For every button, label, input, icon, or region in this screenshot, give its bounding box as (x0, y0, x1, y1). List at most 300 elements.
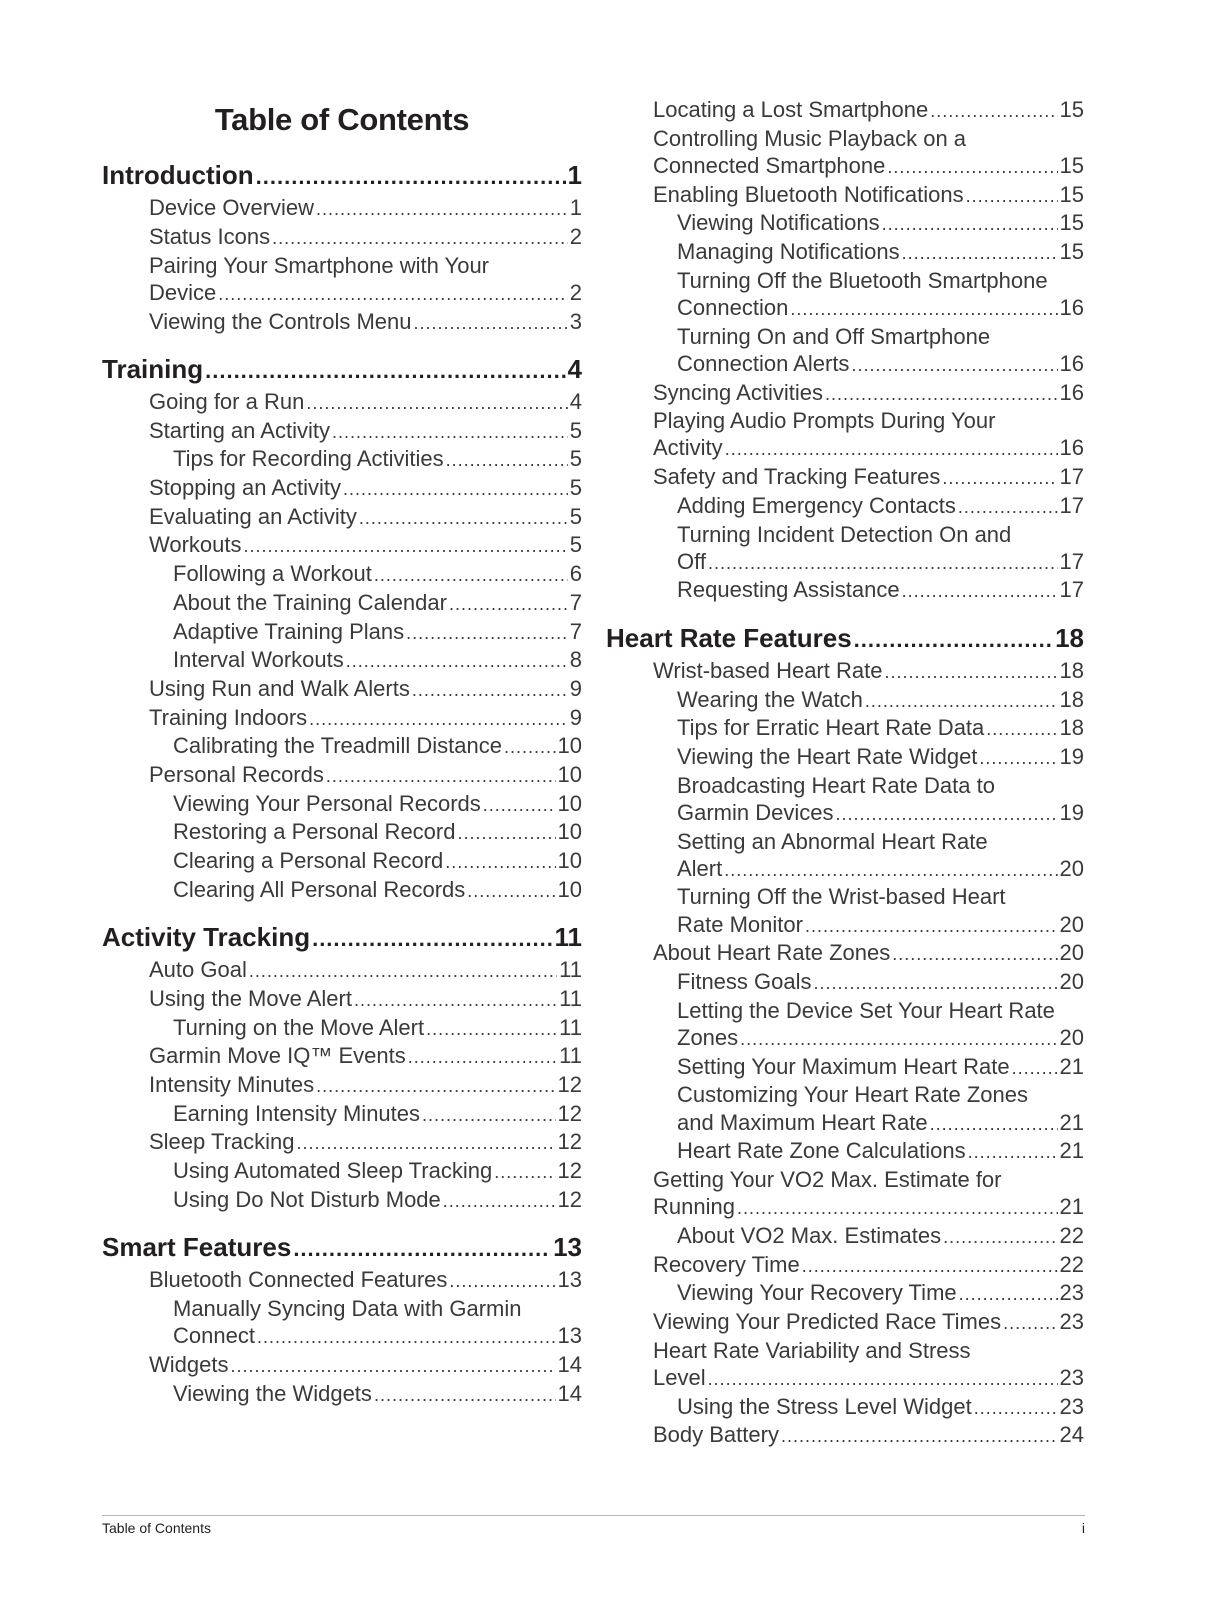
dot-leader (374, 565, 568, 586)
dot-leader (272, 228, 568, 249)
dot-leader (865, 691, 1058, 712)
toc-entry-title-line: Playing Audio Prompts During Your (653, 408, 996, 434)
dot-leader (942, 468, 1057, 489)
toc-page-number: 18 (1059, 715, 1084, 741)
toc-page-number: 18 (1059, 657, 1084, 683)
dot-leader (446, 450, 568, 471)
toc-page-number: 21 (1059, 1138, 1084, 1164)
toc-entry-link[interactable] (677, 800, 1084, 826)
toc-page-number: 15 (1059, 239, 1084, 264)
toc-page-number: 13 (557, 1323, 582, 1349)
toc-entry-title: Using the Move Alert (149, 985, 352, 1011)
toc-entry-link[interactable] (653, 1252, 1084, 1278)
toc-entry-link[interactable] (173, 1187, 582, 1213)
toc-entry-title-line: Turning Off the Bluetooth Smartphone (677, 267, 1048, 293)
toc-page-number: 17 (1059, 464, 1084, 490)
toc-entry-link[interactable] (653, 380, 1084, 406)
dot-leader (249, 961, 557, 982)
dot-leader (293, 1236, 551, 1262)
toc-page-number: 5 (569, 475, 582, 500)
toc-entry-link[interactable] (173, 848, 582, 874)
toc-page-number: 15 (1059, 97, 1084, 122)
toc-page-number: 11 (554, 922, 582, 952)
toc-entry-title: Adding Emergency Contacts (677, 492, 956, 518)
toc-page-number: 12 (557, 1158, 582, 1184)
toc-entry-link[interactable] (173, 1015, 582, 1041)
toc-chapter-link[interactable] (606, 623, 1084, 654)
dot-leader (884, 662, 1057, 683)
toc-entry-link[interactable] (149, 475, 582, 501)
dot-leader (740, 1029, 1057, 1050)
dot-leader (724, 860, 1057, 881)
toc-entry-link[interactable] (677, 969, 1084, 995)
toc-page-number: 5 (569, 532, 582, 558)
dot-leader (902, 581, 1058, 602)
toc-entry-link[interactable] (677, 239, 1084, 265)
dot-leader (958, 497, 1058, 518)
dot-leader (854, 627, 1053, 653)
dot-leader (408, 1047, 557, 1068)
toc-entry-title: Clearing All Personal Records (173, 876, 466, 902)
toc-entry-title: Using Run and Walk Alerts (149, 675, 410, 701)
toc-page-number: 5 (569, 503, 582, 529)
toc-page-number: 4 (567, 353, 582, 384)
toc-entry-link[interactable] (677, 1054, 1084, 1080)
toc-page-number: 21 (1059, 1053, 1084, 1079)
toc-page-number: 10 (557, 819, 582, 845)
toc-page-number: 12 (557, 1100, 582, 1126)
toc-entry-title: Intensity Minutes (149, 1072, 315, 1097)
toc-entry-title: Viewing Your Predicted Race Times (653, 1308, 1002, 1334)
toc-entry-title: Viewing the Heart Rate Widget (677, 743, 978, 769)
toc-page-number: 14 (557, 1351, 582, 1377)
toc-entry-title: Heart Rate Zone Calculations (677, 1138, 966, 1164)
toc-entry-title: Stopping an Activity (149, 475, 342, 500)
toc-entry-link[interactable] (149, 224, 582, 250)
dot-leader (297, 1133, 556, 1154)
dot-leader (309, 709, 568, 730)
toc-entry-title: About the Training Calendar (173, 589, 447, 615)
dot-leader (359, 508, 568, 529)
toc-entry-title-line: Setting an Abnormal Heart Rate (677, 828, 988, 854)
dot-leader (725, 439, 1058, 460)
dot-leader (814, 973, 1058, 994)
dot-leader (316, 199, 568, 220)
toc-entry-title: Viewing Your Recovery Time (677, 1280, 957, 1306)
toc-entry-title: Recovery Time (653, 1251, 800, 1277)
toc-entry-title: Body Battery (653, 1422, 779, 1448)
toc-entry-title-line: Letting the Device Set Your Heart Rate (677, 997, 1055, 1023)
toc-entry-link[interactable] (653, 658, 1084, 684)
dot-leader (306, 393, 567, 414)
dot-leader (316, 1076, 555, 1097)
toc-entry-link[interactable] (653, 1422, 1084, 1448)
toc-page-number: 13 (553, 1232, 582, 1262)
toc-entry-title-line: Customizing Your Heart Rate Zones (677, 1082, 1028, 1108)
toc-page-number: 19 (1059, 743, 1084, 769)
toc-page-number: 20 (1059, 911, 1084, 937)
dot-leader (979, 748, 1057, 769)
toc-page-number: 21 (1059, 1109, 1084, 1135)
toc-entry-title: Going for a Run (149, 388, 305, 414)
dot-leader (802, 1256, 1058, 1277)
toc-entry-title: Earning Intensity Minutes (173, 1100, 421, 1126)
toc-entry-link[interactable] (677, 210, 1084, 236)
toc-entry-link[interactable] (149, 280, 582, 306)
toc-page-number: 11 (559, 985, 582, 1011)
toc-entry-link[interactable] (677, 856, 1084, 882)
toc-entry-title: Adaptive Training Plans (173, 618, 405, 644)
dot-leader (959, 1284, 1058, 1305)
dot-leader (449, 594, 568, 615)
toc-entry-link[interactable] (677, 1394, 1084, 1420)
toc-entry-link[interactable] (173, 619, 582, 645)
toc-entry-link[interactable] (149, 986, 582, 1012)
toc-entry-title: Calibrating the Treadmill Distance (173, 733, 502, 759)
toc-entry-title: Sleep Tracking (149, 1129, 295, 1155)
toc-entry-title: Tips for Erratic Heart Rate Data (677, 715, 985, 741)
toc-page-number: 22 (1059, 1222, 1084, 1248)
toc-page-number: 10 (557, 876, 582, 902)
toc-entry-link[interactable] (677, 912, 1084, 938)
dot-leader (825, 384, 1058, 405)
dot-leader (205, 358, 565, 384)
dot-leader (426, 1019, 557, 1040)
toc-page-number: 18 (1059, 686, 1084, 712)
toc-entry-title: Connected Smartphone (653, 152, 886, 178)
dot-leader (882, 214, 1058, 235)
toc-entry-title: Running (653, 1194, 735, 1220)
toc-entry-title: Clearing a Personal Record (173, 848, 444, 874)
toc-entry-title: Wearing the Watch (677, 686, 863, 712)
toc-entry-title: Enabling Bluetooth Notifications (653, 181, 964, 207)
toc-page-number: 6 (569, 561, 582, 587)
toc-page-number: 2 (569, 279, 582, 305)
toc-entry-title: Locating a Lost Smartphone (653, 97, 929, 122)
dot-leader (835, 804, 1057, 825)
toc-page-number: 19 (1059, 799, 1084, 825)
toc-page-number: 7 (569, 589, 582, 615)
dot-leader (504, 737, 556, 758)
toc-page-number: 13 (557, 1267, 582, 1293)
toc-page-number: 20 (1059, 940, 1084, 966)
dot-leader (445, 852, 555, 873)
toc-page-number: 23 (1059, 1393, 1084, 1419)
toc-page-number: 20 (1059, 855, 1084, 881)
toc-page-number: 10 (557, 733, 582, 759)
dot-leader (1003, 1313, 1057, 1334)
toc-entry-link[interactable] (149, 418, 582, 444)
toc-entry-link[interactable] (653, 1194, 1084, 1220)
dot-leader (467, 881, 555, 902)
toc-page-number: 1 (567, 160, 582, 190)
toc-entry-link[interactable] (677, 744, 1084, 770)
toc-entry-link[interactable] (653, 153, 1084, 179)
toc-entry-link[interactable] (677, 715, 1084, 741)
toc-entry-link[interactable] (149, 1352, 582, 1378)
toc-entry-link[interactable] (149, 1267, 582, 1293)
toc-entry-link[interactable] (653, 182, 1084, 208)
dot-leader (892, 944, 1057, 965)
toc-entry-title-line: Getting Your VO2 Max. Estimate for (653, 1166, 1002, 1192)
toc-page-number: 14 (557, 1380, 582, 1406)
toc-entry-link[interactable] (149, 389, 582, 415)
toc-entry-title: Activity (653, 435, 723, 461)
toc-entry-title: Interval Workouts (173, 647, 344, 673)
toc-entry-title: Training Indoors (149, 704, 308, 730)
toc-page-number: 12 (557, 1129, 582, 1155)
dot-leader (449, 1271, 555, 1292)
toc-entry-link[interactable] (149, 676, 582, 702)
toc-page-number: 20 (1059, 969, 1084, 994)
toc-entry-title: Smart Features (102, 1232, 292, 1262)
dot-leader (354, 990, 557, 1011)
toc-page-number: 12 (557, 1186, 582, 1212)
toc-entry-title-line: Turning On and Off Smartphone (677, 323, 991, 349)
page-title: Table of Contents (214, 102, 470, 137)
dot-leader (406, 623, 568, 644)
toc-entry-link[interactable] (653, 435, 1084, 461)
toc-entry-title: Turning on the Move Alert (173, 1014, 425, 1040)
toc-entry-title: Viewing Notifications (677, 210, 880, 236)
toc-entry-link[interactable] (173, 791, 582, 817)
toc-entry-link[interactable] (173, 1158, 582, 1184)
toc-chapter-link[interactable] (102, 354, 582, 385)
toc-entry-link[interactable] (173, 1381, 582, 1407)
toc-page-number: 16 (1059, 435, 1084, 461)
dot-leader (986, 719, 1057, 740)
toc-page-number: 9 (569, 675, 582, 701)
toc-entry-title: Using Do Not Disturb Mode (173, 1186, 441, 1212)
toc-entry-link[interactable] (173, 647, 582, 673)
toc-page-number: 11 (559, 1043, 582, 1069)
dot-leader (737, 1198, 1058, 1219)
toc-page-number: 16 (1059, 294, 1084, 320)
toc-entry-link[interactable] (677, 351, 1084, 377)
toc-entry-title: Device Overview (149, 195, 315, 221)
toc-entry-title-line: Turning Off the Wrist-based Heart (677, 884, 1006, 910)
toc-entry-link[interactable] (677, 295, 1084, 321)
toc-page-number: 10 (557, 848, 582, 874)
toc-entry-title: Workouts (149, 532, 242, 558)
toc-entry-link[interactable] (149, 705, 582, 731)
toc-page-number: 7 (569, 618, 582, 644)
toc-entry-link[interactable] (149, 762, 582, 788)
toc-entry-link[interactable] (173, 1323, 582, 1349)
toc-entry-title: Introduction (102, 160, 254, 190)
dot-leader (902, 243, 1058, 264)
toc-page-number: 20 (1059, 1024, 1084, 1050)
page-footer (102, 1515, 1085, 1536)
dot-leader (930, 1114, 1058, 1135)
toc-page-number: 4 (569, 388, 582, 414)
toc-entry-title: Auto Goal (149, 957, 247, 983)
dot-leader (483, 795, 556, 816)
toc-entry-link[interactable] (653, 940, 1084, 966)
dot-leader (332, 422, 568, 443)
toc-entry-link[interactable] (149, 532, 582, 558)
toc-page-number: 11 (559, 957, 582, 983)
toc-entry-link[interactable] (677, 493, 1084, 519)
toc-entry-link[interactable] (149, 1043, 582, 1069)
toc-entry-title: Fitness Goals (677, 969, 812, 994)
dot-leader (326, 766, 556, 787)
toc-entry-link[interactable] (173, 590, 582, 616)
toc-page-number: 22 (1059, 1251, 1084, 1277)
toc-entry-title: Garmin Move IQ™ Events (149, 1043, 406, 1069)
toc-page-number: 18 (1055, 622, 1084, 653)
toc-entry-title: Connection (677, 294, 789, 320)
toc-entry-title: Connection Alerts (677, 350, 850, 376)
dot-leader (494, 1162, 555, 1183)
dot-leader (346, 651, 568, 672)
toc-entry-title: Device (149, 279, 217, 305)
toc-entry-title: Off (677, 548, 706, 574)
toc-page-number: 17 (1059, 548, 1084, 574)
toc-entry-title: Level (653, 1364, 706, 1390)
dot-leader (943, 1227, 1057, 1248)
toc-entry-title: Setting Your Maximum Heart Rate (677, 1053, 1010, 1079)
toc-entry-title: Requesting Assistance (677, 577, 900, 603)
dot-leader (1012, 1058, 1058, 1079)
toc-page-number: 5 (569, 417, 582, 443)
toc-page-number: 10 (557, 790, 582, 816)
toc-entry-title: Syncing Activities (653, 379, 823, 405)
footer-section-title: Table of Contents (102, 1520, 211, 1536)
toc-entry-link[interactable] (653, 464, 1084, 490)
toc-page-number: 1 (569, 195, 582, 221)
footer-page-number: i (1081, 1520, 1085, 1536)
dot-leader (887, 157, 1057, 178)
toc-entry-link[interactable] (653, 97, 1084, 123)
toc-page-number: 5 (569, 446, 582, 472)
toc-entry-link[interactable] (149, 504, 582, 530)
toc-entry-link[interactable] (677, 549, 1084, 575)
toc-page-number: 16 (1059, 350, 1084, 376)
toc-entry-link[interactable] (149, 1072, 582, 1098)
toc-entry-link[interactable] (149, 309, 582, 335)
dot-leader (790, 299, 1057, 320)
toc-entry-title: Rate Monitor (677, 911, 803, 937)
toc-entry-title: Wrist-based Heart Rate (653, 657, 883, 683)
toc-page-number: 3 (569, 308, 582, 334)
dot-leader (256, 164, 566, 190)
dot-leader (457, 823, 555, 844)
toc-entry-title-line: Controlling Music Playback on a (653, 125, 967, 151)
toc-entry-title: Viewing the Controls Menu (149, 308, 412, 334)
toc-page-number: 2 (569, 223, 582, 249)
toc-page-number: 15 (1059, 181, 1084, 207)
toc-entry-title-line: Heart Rate Variability and Stress (653, 1337, 971, 1363)
toc-entry-link[interactable] (677, 1138, 1084, 1164)
dot-leader (257, 1327, 556, 1348)
toc-entry-title: About Heart Rate Zones (653, 940, 891, 966)
toc-entry-title: Bluetooth Connected Features (149, 1267, 448, 1293)
dot-leader (412, 680, 568, 701)
dot-leader (374, 1385, 556, 1406)
toc-page-number: 17 (1059, 577, 1084, 603)
toc-entry-link[interactable] (149, 195, 582, 221)
dot-leader (230, 1356, 555, 1377)
toc-entry-title: Evaluating an Activity (149, 503, 357, 529)
toc-entry-title: Managing Notifications (677, 239, 900, 264)
toc-entry-title: Starting an Activity (149, 417, 330, 443)
toc-entry-title-line: Pairing Your Smartphone with Your (149, 252, 490, 278)
dot-leader (805, 916, 1058, 937)
toc-page-number: 23 (1059, 1364, 1084, 1390)
toc-page-number: 15 (1059, 210, 1084, 236)
toc-page-number: 15 (1059, 152, 1084, 178)
dot-leader (708, 553, 1058, 574)
toc-page-number: 23 (1059, 1308, 1084, 1334)
toc-entry-link[interactable] (149, 1129, 582, 1155)
toc-page-number: 8 (569, 647, 582, 673)
toc-entry-title: About VO2 Max. Estimates (677, 1222, 942, 1248)
dot-leader (966, 186, 1058, 207)
toc-chapter-link[interactable] (102, 160, 582, 191)
toc-chapter-link[interactable] (102, 1232, 582, 1263)
dot-leader (968, 1142, 1058, 1163)
toc-page-number: 17 (1059, 492, 1084, 518)
toc-entry-title: Widgets (149, 1351, 229, 1377)
toc-entry-link[interactable] (677, 687, 1084, 713)
toc-entry-link[interactable] (677, 1025, 1084, 1051)
toc-page-number: 24 (1059, 1422, 1084, 1448)
toc-entry-title-line: Broadcasting Heart Rate Data to (677, 772, 995, 798)
toc-entry-link[interactable] (653, 1309, 1084, 1335)
toc-entry-link[interactable] (149, 957, 582, 983)
toc-entry-title: Zones (677, 1024, 739, 1050)
toc-page-number: 12 (557, 1072, 582, 1097)
toc-entry-title: Restoring a Personal Record (173, 819, 456, 845)
toc-entry-link[interactable] (173, 561, 582, 587)
dot-leader (781, 1426, 1058, 1447)
toc-entry-title: Training (102, 353, 204, 384)
toc-entry-link[interactable] (677, 577, 1084, 603)
toc-entry-link[interactable] (677, 1280, 1084, 1306)
dot-leader (930, 101, 1057, 122)
toc-entry-link[interactable] (653, 1365, 1084, 1391)
toc-entry-link[interactable] (173, 446, 582, 472)
toc-page-number: 23 (1059, 1280, 1084, 1306)
toc-entry-link[interactable] (677, 1110, 1084, 1136)
toc-entry-link[interactable] (173, 819, 582, 845)
toc-entry-title: Personal Records (149, 762, 324, 787)
dot-leader (422, 1105, 555, 1126)
dot-leader (244, 536, 568, 557)
toc-page-number: 16 (1059, 379, 1084, 405)
toc-entry-title: Garmin Devices (677, 799, 834, 825)
dot-leader (443, 1191, 556, 1212)
toc-entry-title: and Maximum Heart Rate (677, 1109, 928, 1135)
toc-entry-link[interactable] (173, 1101, 582, 1127)
dot-leader (312, 926, 552, 952)
toc-chapter-link[interactable] (102, 922, 582, 953)
toc-page-number: 11 (559, 1014, 582, 1040)
toc-page-number: 21 (1059, 1194, 1084, 1220)
toc-entry-title: Heart Rate Features (606, 622, 852, 653)
toc-page-number: 9 (569, 704, 582, 730)
toc-entry-link[interactable] (677, 1223, 1084, 1249)
dot-leader (343, 479, 568, 500)
toc-entry-title-line: Turning Incident Detection On and (677, 521, 1012, 547)
toc-entry-title: Viewing Your Personal Records (173, 790, 481, 816)
toc-entry-title: Safety and Tracking Features (653, 464, 941, 490)
toc-entry-link[interactable] (173, 877, 582, 903)
dot-leader (974, 1398, 1058, 1419)
toc-entry-link[interactable] (173, 733, 582, 759)
toc-page-number: 10 (557, 762, 582, 787)
